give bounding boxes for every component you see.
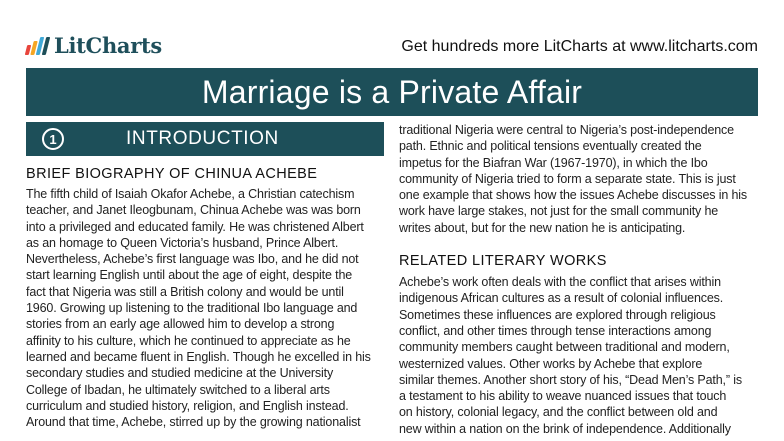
text-line: Nevertheless, Achebe’s first language was Ibo, and he did not	[26, 252, 359, 267]
subhead-biography: BRIEF BIOGRAPHY OF CHINUA ACHEBE	[26, 166, 318, 182]
text-line: Sometimes these influences are explored through religious	[399, 307, 716, 322]
header	[26, 30, 758, 60]
text-line: westernized values. Other works by Achebe that explore	[399, 356, 703, 371]
biography-paragraph	[26, 186, 384, 430]
section-title-introduction: INTRODUCTION	[126, 128, 279, 149]
page-title: Marriage is a Private Affair	[201, 74, 583, 110]
text-line: conflict, and other times through tense interactions among	[399, 323, 712, 338]
text-line: one example that shows how the issues Achebe discusses in his	[399, 188, 747, 203]
text-line: secondary studies and studied medicine at the University	[26, 366, 334, 381]
title-banner	[26, 68, 758, 116]
text-line: as an homage to Queen Victoria’s husband, Prince Albert.	[26, 235, 339, 250]
text-line: curriculum and studied history, religion, and English instead.	[26, 398, 349, 413]
text-line: 1960. Growing up listening to the traditional Ibo language and	[26, 301, 358, 316]
text-line: College of Ibadan, he ultimately switched to a liberal arts	[26, 382, 330, 397]
subhead-related-works: RELATED LITERARY WORKS	[399, 253, 607, 270]
text-line: fact that Nigeria was still a British colony and would be until	[26, 284, 344, 299]
text-line: impetus for the Biafran War (1967-1970), in which the Ibo	[399, 155, 708, 170]
text-line: traditional Nigeria were central to Nigeria’s post-independence	[399, 123, 734, 137]
text-line: affinity to his culture, which he continued to appreciate as he	[26, 333, 351, 348]
text-line: a testament to his ability to weave nuanced issues that touch	[399, 389, 727, 404]
text-line: Around that time, Achebe, stirred up by the growing nationalist	[26, 415, 361, 430]
text-line: learned and became fluent in English. Though he excelled in his	[26, 349, 371, 364]
info-icon-glyph: 1	[49, 131, 57, 147]
logo-text: LitCharts	[54, 33, 162, 58]
text-line: similar themes. Another short story of his, “Dead Men’s Path,” is	[399, 372, 742, 387]
text-line: The fifth child of Isaiah Okafor Achebe, a Christian catechism	[26, 187, 355, 201]
promo-link[interactable]: Get hundreds more LitCharts at www.litcharts.com	[401, 38, 758, 55]
text-line: on history, colonial legacy, and the conflict between old and	[399, 405, 718, 420]
text-line: writes about, but for the new nation he is anticipating.	[399, 220, 686, 235]
text-line: work have large stakes, not just for the small community he	[399, 204, 719, 219]
right-column	[399, 122, 761, 437]
text-line: stories from an early age allowed him to develop a strong	[26, 317, 335, 332]
related-works-paragraph	[399, 274, 761, 437]
litcharts-logo[interactable]	[26, 34, 162, 58]
text-line: teacher, and Janet Ileogbunam, Chinua Achebe was was born	[26, 203, 361, 218]
logo-bars-icon	[26, 37, 50, 55]
left-column	[26, 122, 384, 430]
text-line: into a privileged and educated family. He was christened Albert	[26, 219, 364, 234]
introduction-section-header	[26, 122, 384, 156]
info-icon	[42, 128, 64, 150]
text-line: community members caught between traditional and modern,	[399, 340, 730, 355]
text-line: indigenous African cultures as a result of colonial influences.	[399, 291, 724, 306]
text-line: path. Ethnic and political tensions eventually created the	[399, 139, 702, 154]
text-line: community of Nigeria tried to form a separate state. This is just	[399, 171, 736, 186]
text-line: start learning English until about the age of eight, despite the	[26, 268, 353, 283]
text-line: new within a nation on the brink of independence. Additionally	[399, 421, 731, 436]
text-line: Achebe’s work often deals with the conflict that arises within	[399, 275, 721, 290]
biography-continued-paragraph	[399, 122, 761, 236]
